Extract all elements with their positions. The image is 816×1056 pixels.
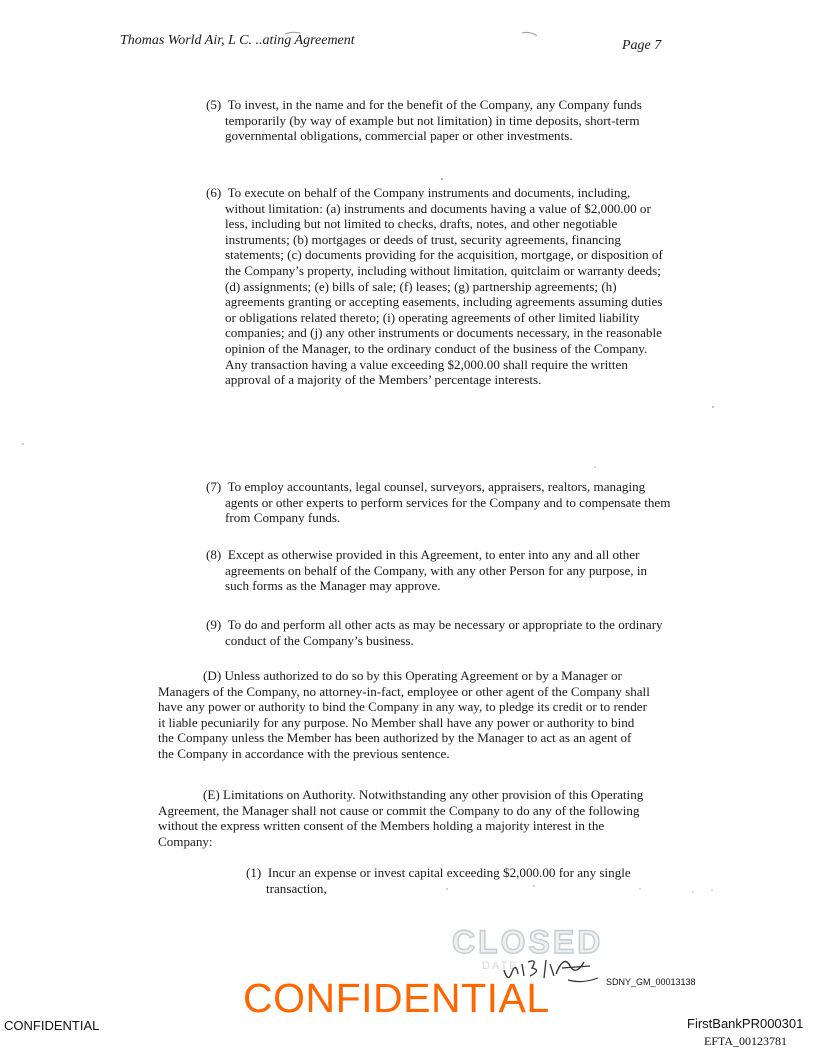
list-item [206, 479, 671, 526]
bates-number: SDNY_GM_00013138 [606, 977, 696, 987]
item-number: (7) [206, 479, 222, 494]
bank-control-number: FirstBankPR000301 [687, 1016, 804, 1031]
item-text: Except as otherwise provided in this Agreement, to enter into any and all other agreements on behalf of the Company, with any other Person for any purpose, in such forms as the Manager may approve. [225, 547, 648, 594]
header-title: Thomas World Air, L C. ..ating Agreement [120, 33, 355, 48]
item-number: (8) [206, 547, 222, 562]
paragraph-d: (D) Unless authorized to do so by this Operating Agreement or by a Manager or Managers of the Company, no attorney-in-fact, employee or other agent of the Company shall have any power or authority to bind the Company in any way, to pledge its credit or to render it liable pecuniarily for any purpose. No Member shall have any power or authority to bind the Company unless the Member has been authorized by the Manager to act as an agent of the Company in accordance with the previous sentence. [158, 668, 650, 761]
list-item [206, 185, 671, 388]
item-text: To execute on behalf of the Company instruments and documents, including, without limitation: (a) instruments and documents having a value of $2,000.00 or less, including but not limited to checks, drafts, notes, and other negotiable instruments; (b) mortgages or deeds of trust, security agreements, financing statements; (c) documents providing for the acquisition, mortgage, or disposition of the Company’s property, including without limitation, quitclaim or warranty deeds; (d) assignments; (e) bills of sale; (f) leases; (g) partnership agreements; (h) agreements granting or accepting easements, including agreements assuming duties or obligations related thereto; (i) operating agreements of other limited liability companies; and (j) any other instruments or documents necessary, in the reasonable opinion of the Manager, to the ordinary conduct of the business of the Company. Any transaction having a value exceeding $2,000.00 shall require the written approval of a majority of the Members’ percentage interests. [225, 185, 663, 388]
list-item [206, 97, 671, 144]
item-number: (5) [206, 97, 222, 112]
confidential-footer: CONFIDENTIAL [4, 1018, 100, 1033]
list-item [206, 547, 671, 594]
paragraph-e: (E) Limitations on Authority. Notwithstanding any other provision of this Operating Agreement, the Manager shall not cause or commit the Company to do any of the following without the express written consent of the Members holding a majority interest in the Company: [158, 787, 644, 849]
item-text: To invest, in the name and for the benefit of the Company, any Company funds temporarily (by way of example but not limitation) in time deposits, short-term governmental obligations, commercial paper or other investments. [225, 97, 642, 144]
limitation-item [246, 865, 672, 896]
item-text: To employ accountants, legal counsel, surveyors, appraisers, realtors, managing agents or other experts to perform services for the Company and to compensate them from Company funds. [225, 479, 671, 526]
list-item [206, 617, 671, 648]
item-text: To do and perform all other acts as may be necessary or appropriate to the ordinary conduct of the Company’s business. [225, 617, 663, 648]
item-number: (1) [246, 865, 262, 880]
confidential-stamp: CONFIDENTIAL [243, 975, 550, 1021]
closed-stamp-date: DATE [482, 960, 519, 972]
efta-number: EFTA_00123781 [704, 1034, 788, 1048]
item-number: (6) [206, 185, 222, 200]
closed-stamp: CLOSED [452, 924, 604, 960]
item-number: (9) [206, 617, 222, 632]
page-number: Page 7 [622, 38, 662, 53]
item-text: Incur an expense or invest capital exceeding $2,000.00 for any single transaction, [266, 865, 631, 896]
